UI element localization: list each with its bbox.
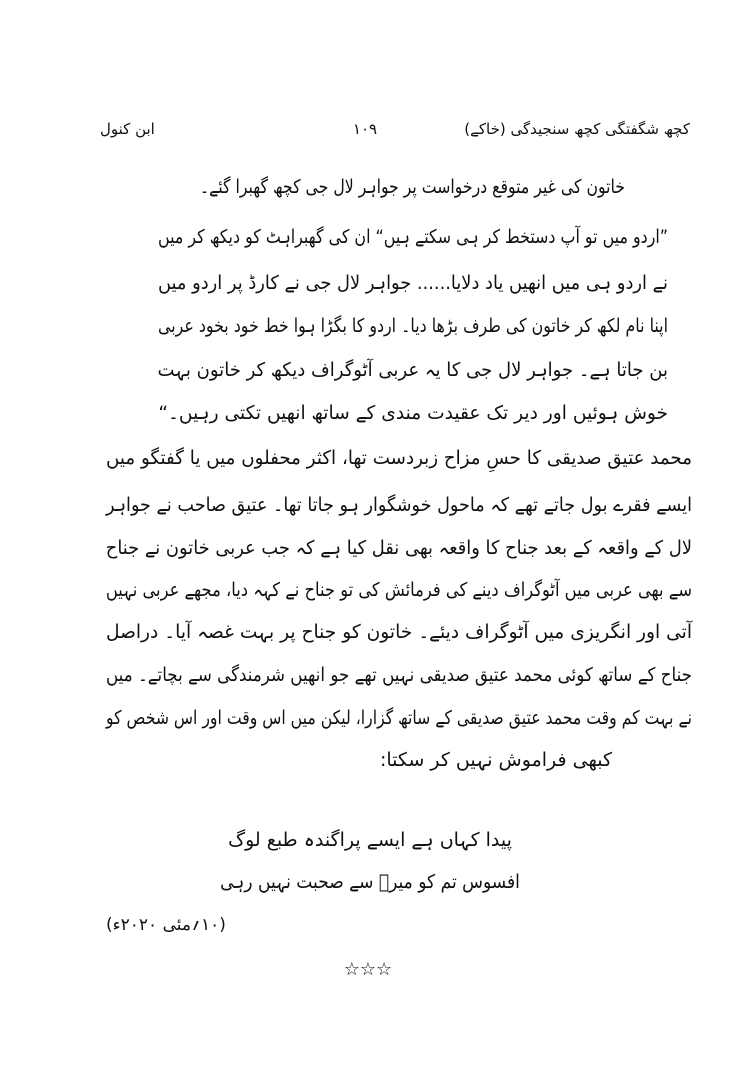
quote-line: اپنا نام لکھ کر خاتون کی طرف بڑھا دیا۔ اردو کا بگڑا ہوا خط خود بخود عربی	[158, 315, 668, 337]
book-title: کچھ شگفتگی کچھ سنجیدگی (خاکے)	[464, 120, 690, 138]
end-mark-stars: ☆☆☆	[343, 959, 393, 980]
quote-line: نے اردو ہی میں انھیں یاد دلایا...... جواہر لال جی نے کارڈ پر اردو میں	[158, 272, 668, 294]
quote-line: خوش ہوئیں اور دیر تک عقیدت مندی کے ساتھ انھیں تکتی رہیں۔“	[158, 402, 668, 424]
paragraph-line: محمد عتیق صدیقی کا حسِ مزاح زبردست تھا، اکثر محفلوں میں یا گفتگو میں	[105, 447, 692, 469]
author-name: ابن کنول	[100, 120, 155, 138]
quote-line: بن جاتا ہے۔ جواہر لال جی کا یہ عربی آٹوگراف دیکھ کر خاتون بہت	[157, 359, 669, 381]
page-number: ۱۰۹	[352, 120, 378, 138]
paragraph-line: نے بہت کم وقت محمد عتیق صدیقی کے ساتھ گزارا، لیکن میں اس وقت اور اس شخص کو	[105, 707, 692, 729]
quote-line: ”اردو میں تو آپ دستخط کر ہی سکتے ہیں“ ان کی گھبراہٹ کو دیکھ کر میں	[157, 226, 668, 248]
paragraph-line: جناح کے ساتھ کوئی محمد عتیق صدیقی نہیں تھے جو انھیں شرمندگی سے بچاتے۔ میں	[105, 664, 692, 686]
paragraph-line: لال کے واقعہ کے بعد جناح کا واقعہ بھی نقل کیا ہے کہ جب عربی خاتون نے جناح	[105, 537, 693, 559]
paragraph-line: ایسے فقرے بول جاتے تھے کہ ماحول خوشگوار ہو جاتا تھا۔ عتیق صاحب نے جواہر	[106, 494, 692, 516]
date-note: (۱۰؍مئی ۲۰۲۰ء)	[106, 915, 226, 935]
couplet-line: پیدا کہاں ہے ایسے پراگندہ طبع لوگ	[228, 829, 512, 851]
quote-line: خاتون کی غیر متوقع درخواست پر جواہر لال جی کچھ گھبرا گئے۔	[199, 176, 625, 198]
paragraph-line: سے بھی عربی میں آٹوگراف دینے کی فرمائش کی تو جناح نے کہہ دیا، مجھے عربی نہیں	[105, 579, 693, 601]
paragraph-line: آتی اور انگریزی میں آٹوگراف دیئے۔ خاتون کو جناح پر بہت غصہ آیا۔ دراصل	[105, 621, 693, 643]
couplet-line: افسوس تم کو میرؔ سے صحبت نہیں رہی	[220, 871, 520, 893]
paragraph-line: کبھی فراموش نہیں کر سکتا:	[379, 749, 612, 771]
